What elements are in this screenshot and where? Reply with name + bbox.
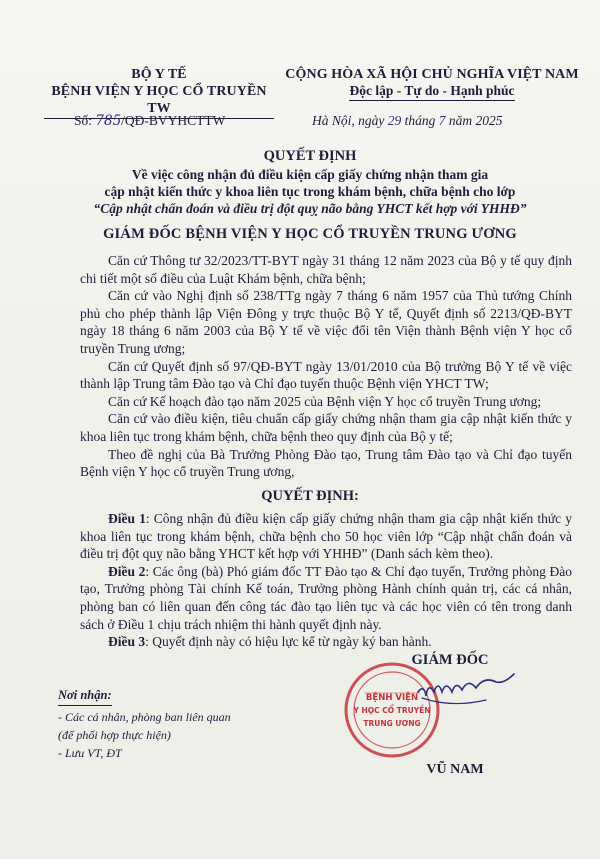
recipient-item: - Các cá nhân, phòng ban liên quan: [58, 710, 231, 724]
basis-paragraph: Căn cứ Kế hoạch đào tạo năm 2025 của Bệnh viện Y học cổ truyền Trung ương;: [108, 393, 542, 409]
handwritten-day: 29: [387, 113, 402, 128]
document-number: Số: 785/QĐ-BVYHCTTW: [74, 113, 226, 129]
hospital-name: BỆNH VIỆN Y HỌC CỔ TRUYỀN TW: [44, 83, 274, 119]
article-1: Điều 1: Công nhận đủ điều kiện cấp giấy chứng nhận tham gia cập nhật kiến thức y khoa liên tục trong khám bệnh, chữa bệnh cho 50 học viên lớp “Cập nhật chẩn đoán và điều trị đột quỵ não bằng YHCT kết hợp với YHHĐ” (Danh sách kèm theo).: [80, 511, 573, 562]
director-heading: GIÁM ĐỐC BỆNH VIỆN Y HỌC CỔ TRUYỀN TRUNG ƯƠNG: [103, 226, 517, 242]
decision-heading: QUYẾT ĐỊNH:: [261, 488, 359, 504]
basis-paragraph: Căn cứ Quyết định số 97/QĐ-BYT ngày 13/01/2010 của Bộ trưởng Bộ Y tế về việc thành lập Trung tâm Đào tạo và Chỉ đạo tuyến thuộc Bệnh viện YHCT TW;: [80, 358, 572, 392]
stamp-text-bottom: TRUNG ƯƠNG: [363, 719, 421, 728]
basis-paragraph: Căn cứ vào điều kiện, tiêu chuẩn cấp giấy chứng nhận tham gia cập nhật kiến thức y khoa liên tục trong khám bệnh, chữa bệnh theo quy định của Bộ y tế;: [80, 411, 572, 444]
republic-name: CỘNG HÒA XÃ HỘI CHỦ NGHĨA VIỆT NAM: [285, 67, 579, 82]
national-header: [282, 66, 582, 101]
signer-title: GIÁM ĐỐC: [411, 652, 489, 668]
signature-scribble: [412, 662, 522, 742]
recipient-item: - Lưu VT, ĐT: [58, 746, 122, 760]
article-3: Điều 3: Quyết định này có hiệu lực kể từ ngày ký ban hành.: [108, 634, 432, 650]
decision-articles: [80, 510, 572, 651]
stamp-text-mid: Y HỌC CỔ TRUYỀN: [353, 706, 431, 715]
handwritten-number: 785: [95, 113, 122, 129]
basis-paragraph: Theo đề nghị của Bà Trưởng Phòng Đào tạo, Trung tâm Đào tạo và Chỉ đạo tuyến Bệnh viện Y học cổ truyền Trung ương,: [80, 446, 572, 480]
recipients-label: Nơi nhận:: [58, 686, 231, 706]
document-date: Hà Nội, ngày 29 tháng 7 năm 2025: [312, 113, 503, 128]
agency-header: [44, 66, 274, 119]
recipients: [58, 686, 231, 762]
ministry-name: BỘ Y TẾ: [131, 67, 187, 82]
handwritten-month: 7: [438, 113, 446, 128]
stamp-text-top: BỆNH VIỆN: [365, 693, 419, 703]
recipient-item: (để phối hợp thực hiện): [58, 728, 171, 742]
decision-subject: Về việc công nhận đủ điều kiện cấp giấy chứng nhận tham gia cập nhật kiến thức y khoa liên tục trong khám bệnh, chữa bệnh cho lớp “Cập nhật chẩn đoán và điều trị đột quỵ não bằng YHCT kết hợp với YHHĐ”: [93, 167, 527, 216]
legal-basis: [80, 252, 572, 481]
signer-name: VŨ NAM: [426, 762, 484, 777]
basis-paragraph: Căn cứ Thông tư 32/2023/TT-BYT ngày 31 tháng 12 năm 2023 của Bộ y tế quy định chi tiết một số điều của Luật Khám bệnh, chữa bệnh;: [80, 253, 572, 286]
decision-title: QUYẾT ĐỊNH: [263, 148, 357, 164]
basis-paragraph: Căn cứ vào Nghị định số 238/TTg ngày 7 tháng 6 năm 1957 của Thủ tướng Chính phủ cho phép thành lập Viện Đông y trực thuộc Bộ Y tế, Quyết định số 2213/QĐ-BYT ngày 18 tháng 6 năm 2003 của Bộ Y tế về việc đổi tên Viện thành Bệnh viện Y học cổ truyền Trung ương;: [80, 288, 572, 356]
article-2: Điều 2: Các ông (bà) Phó giám đốc TT Đào tạo & Chỉ đạo tuyến, Trưởng phòng Đào tạo, Trưởng phòng Tài chính Kế toán, Trưởng phòng Hành chính quản trị, các cá nhân, phòng ban có liên quan đến công tác đào tạo liên tục và các học viên có tên trong danh sách ở Điều 1 chịu trách nhiệm thi hành quyết định này.: [80, 563, 573, 632]
national-motto: Độc lập - Tự do - Hạnh phúc: [282, 83, 582, 101]
